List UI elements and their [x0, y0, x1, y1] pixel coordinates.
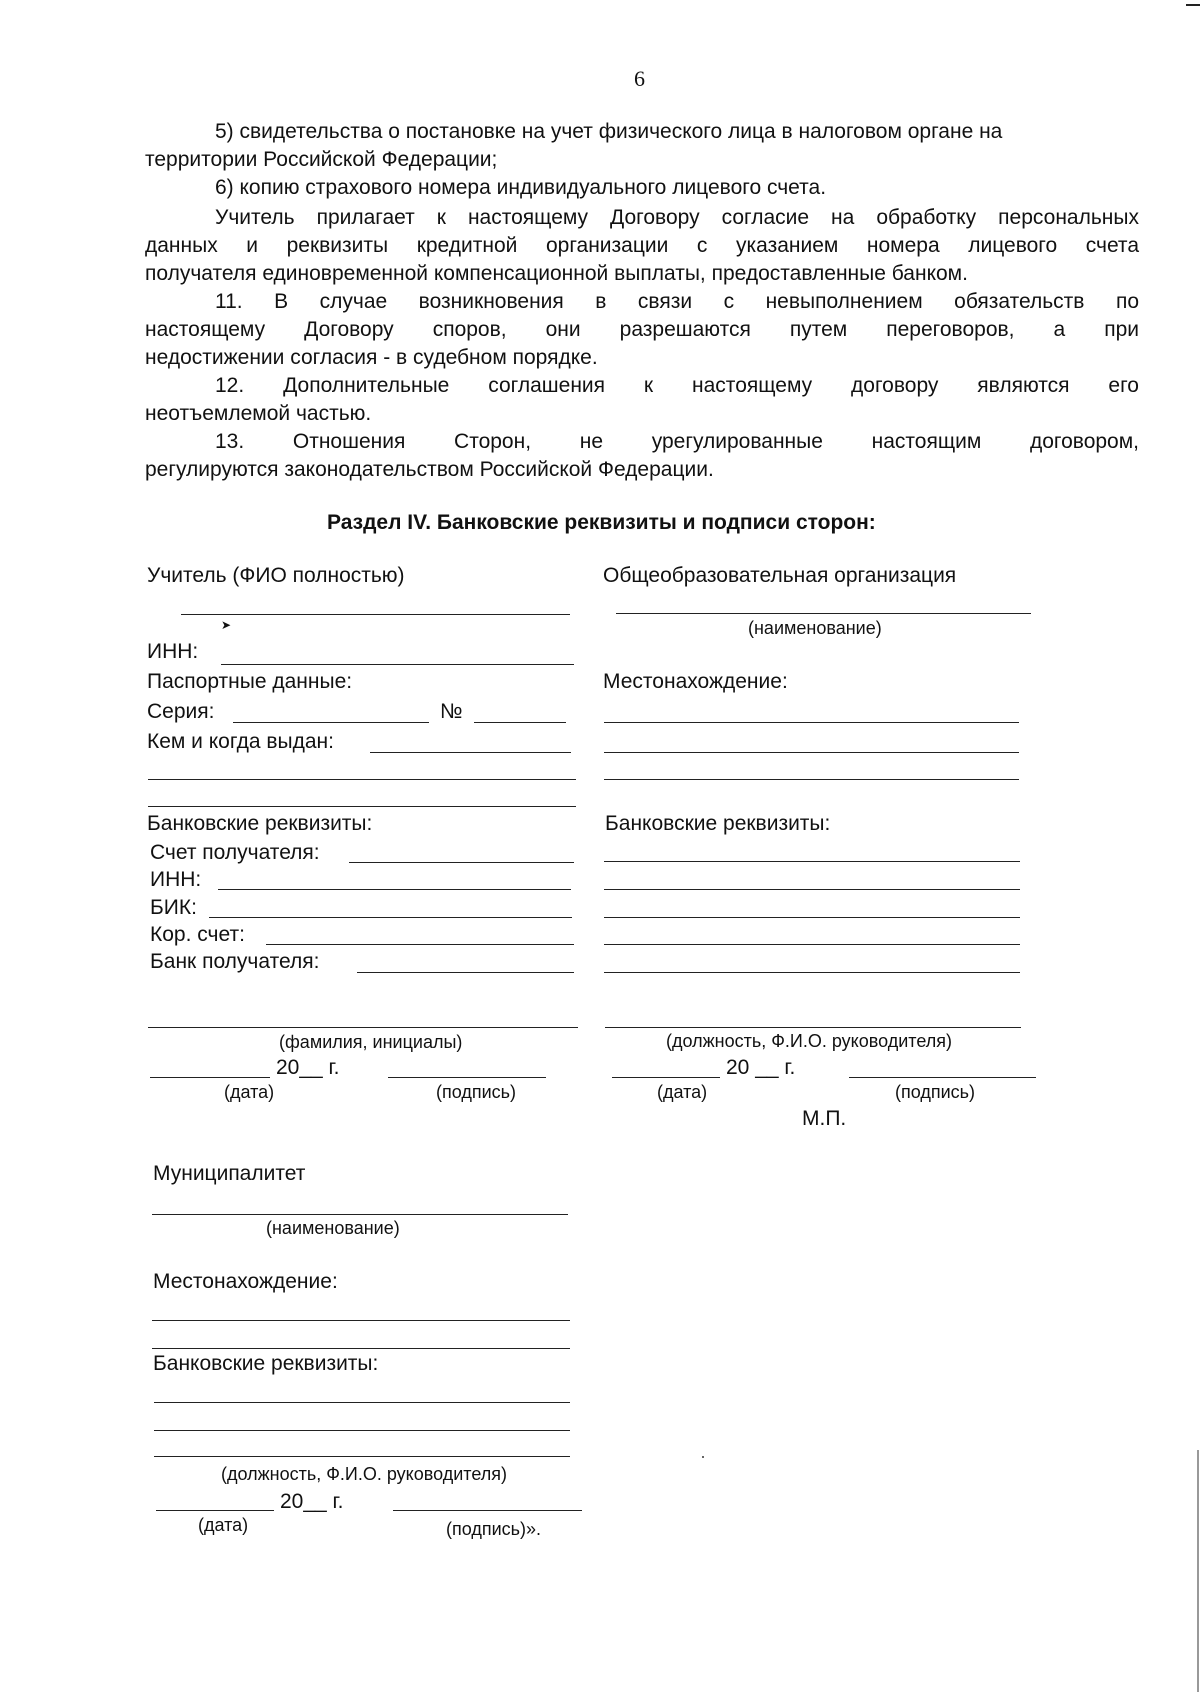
municipality-date-caption: (дата): [198, 1515, 249, 1535]
clause-12-line-1: 12. Дополнительные соглашения к настоящему договору являются его: [215, 374, 1139, 397]
clause-13-line-2: регулируются законодательством Российской Федерации.: [145, 458, 714, 481]
teacher-sign-caption: (подпись): [436, 1082, 517, 1102]
organization-bank-line-3[interactable]: [604, 917, 1020, 918]
organization-location-label: Местонахождение:: [603, 670, 788, 693]
item-5-line-1: 5) свидетельства о постановке на учет физического лица в налоговом органе на: [215, 120, 1003, 143]
organization-location-line-1[interactable]: [604, 722, 1019, 723]
organization-title: Общеобразовательная организация: [603, 564, 957, 587]
municipality-name-caption: (наименование): [266, 1218, 400, 1238]
teacher-bank-name-label: Банк получателя:: [150, 950, 320, 973]
teacher-issued-line-1[interactable]: [370, 752, 571, 753]
teacher-date-caption: (дата): [224, 1082, 275, 1102]
municipality-title: Муниципалитет: [153, 1162, 306, 1185]
teacher-bik-label: БИК:: [150, 896, 197, 919]
item-5-line-2: территории Российской Федерации;: [145, 148, 498, 171]
teacher-inn-line[interactable]: [221, 664, 574, 665]
municipality-signer-caption: (должность, Ф.И.О. руководителя): [221, 1464, 507, 1484]
organization-name-line[interactable]: [616, 613, 1031, 614]
teacher-corr-line[interactable]: [266, 944, 574, 945]
section-heading: Раздел IV. Банковские реквизиты и подписи сторон:: [327, 511, 876, 534]
teacher-passport-label: Паспортные данные:: [147, 670, 353, 693]
municipality-bank-label: Банковские реквизиты:: [153, 1352, 379, 1375]
teacher-number-line[interactable]: [474, 722, 566, 723]
organization-year: 20 __ г.: [726, 1056, 796, 1079]
municipality-bank-line-2[interactable]: [154, 1430, 570, 1431]
teacher-signature-line[interactable]: [388, 1077, 546, 1078]
teacher-account-line[interactable]: [349, 862, 574, 863]
teacher-title: Учитель (ФИО полностью): [147, 564, 405, 587]
municipality-location-label: Местонахождение:: [153, 1270, 338, 1293]
clause-11-line-3: недостижении согласия - в судебном порядке.: [145, 346, 598, 369]
organization-bank-line-2[interactable]: [604, 889, 1020, 890]
municipality-year: 20__ г.: [280, 1490, 344, 1513]
organization-location-line-2[interactable]: [604, 752, 1019, 753]
teacher-date-line[interactable]: [150, 1077, 270, 1078]
consent-line-3: получателя единовременной компенсационной выплаты, предоставленные банком.: [145, 262, 968, 285]
municipality-bank-line-3[interactable]: [154, 1456, 570, 1457]
teacher-series-label: Серия:: [147, 700, 215, 723]
municipality-bank-line-1[interactable]: [154, 1402, 570, 1403]
teacher-signer-line[interactable]: [148, 1027, 578, 1028]
clause-11-line-1: 11. В случае возникновения в связи с невыполнением обязательств по: [215, 290, 1139, 313]
organization-stamp-place: М.П.: [802, 1107, 847, 1130]
teacher-issued-line-3[interactable]: [148, 806, 576, 807]
municipality-sign-caption: (подпись)».: [446, 1519, 542, 1539]
stray-mark: ➤: [221, 618, 232, 632]
organization-signer-caption: (должность, Ф.И.О. руководителя): [666, 1031, 952, 1051]
teacher-number-label: №: [440, 700, 463, 723]
teacher-series-line[interactable]: [233, 722, 429, 723]
organization-signer-line[interactable]: [605, 1027, 1021, 1028]
clause-13-line-1: 13. Отношения Сторон, не урегулированные настоящим договором,: [215, 430, 1139, 453]
consent-line-1: Учитель прилагает к настоящему Договору согласие на обработку персональных: [215, 206, 1139, 229]
organization-date-caption: (дата): [657, 1082, 708, 1102]
teacher-signer-caption: (фамилия, инициалы): [279, 1032, 463, 1052]
teacher-account-label: Счет получателя:: [150, 841, 320, 864]
organization-bank-line-1[interactable]: [604, 861, 1020, 862]
teacher-issued-line-2[interactable]: [148, 779, 576, 780]
organization-date-line[interactable]: [612, 1077, 720, 1078]
scan-edge-mark: [1186, 4, 1200, 6]
item-6: 6) копию страхового номера индивидуального лицевого счета.: [215, 176, 827, 199]
scan-edge-line: [1197, 1450, 1199, 1692]
teacher-issued-label: Кем и когда выдан:: [147, 730, 334, 753]
organization-bank-line-4[interactable]: [604, 944, 1020, 945]
teacher-inn-label: ИНН:: [147, 640, 199, 663]
municipality-signature-line[interactable]: [393, 1510, 582, 1511]
organization-name-caption: (наименование): [748, 618, 882, 638]
teacher-bik-line[interactable]: [209, 917, 572, 918]
teacher-inn2-line[interactable]: [218, 889, 571, 890]
municipality-location-line-2[interactable]: [152, 1348, 570, 1349]
organization-location-line-3[interactable]: [604, 779, 1019, 780]
teacher-corr-label: Кор. счет:: [150, 923, 245, 946]
organization-bank-label: Банковские реквизиты:: [605, 812, 831, 835]
municipality-location-line-1[interactable]: [152, 1320, 570, 1321]
teacher-bank-label: Банковские реквизиты:: [147, 812, 373, 835]
municipality-date-line[interactable]: [156, 1510, 274, 1511]
teacher-inn2-label: ИНН:: [150, 868, 202, 891]
organization-signature-line[interactable]: [849, 1077, 1036, 1078]
page-number: 6: [634, 66, 645, 91]
consent-line-2: данных и реквизиты кредитной организации с указанием номера лицевого счета: [145, 234, 1139, 257]
municipality-name-line[interactable]: [152, 1214, 568, 1215]
clause-12-line-2: неотъемлемой частью.: [145, 402, 372, 425]
teacher-year: 20__ г.: [276, 1056, 340, 1079]
clause-11-line-2: настоящему Договору споров, они разрешаются путем переговоров, а при: [145, 318, 1139, 341]
teacher-name-line[interactable]: [181, 614, 570, 615]
teacher-bank-name-line[interactable]: [357, 972, 574, 973]
organization-sign-caption: (подпись): [895, 1082, 976, 1102]
organization-bank-line-5[interactable]: [604, 972, 1020, 973]
scan-speck: [702, 1456, 704, 1458]
